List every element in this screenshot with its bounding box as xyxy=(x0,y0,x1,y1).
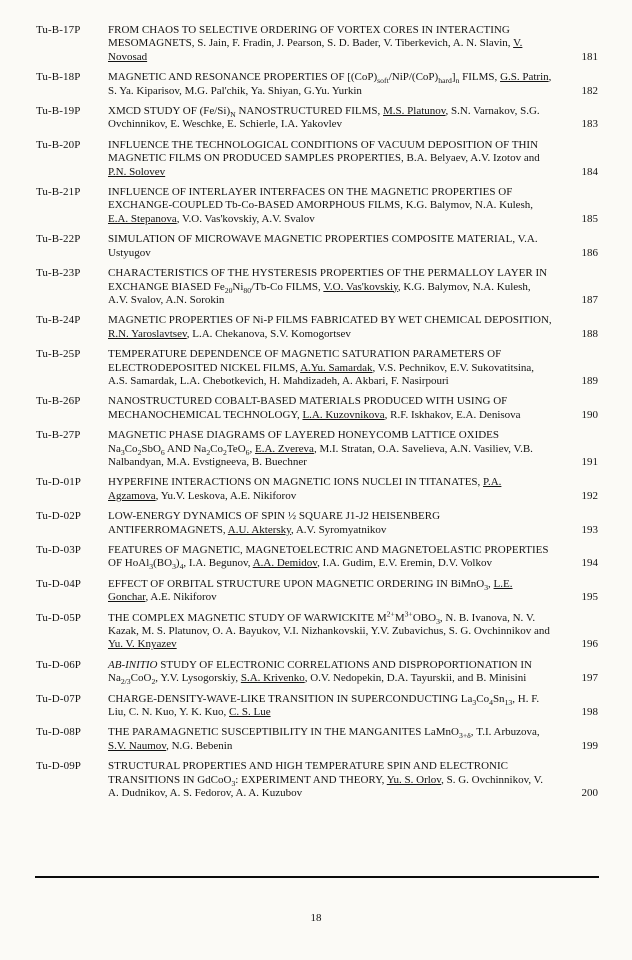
entry-page: 190 xyxy=(581,408,598,421)
entry-page: 188 xyxy=(581,327,598,340)
entry-page: 197 xyxy=(581,672,598,685)
session-code: Tu-B-21P xyxy=(36,186,81,199)
session-code: Tu-B-17P xyxy=(36,24,81,36)
entry-page: 200 xyxy=(581,787,598,800)
session-code: Tu-D-01P xyxy=(36,476,82,489)
entry-page: 198 xyxy=(581,706,598,719)
entry-text: XMCD STUDY OF $(Fe/Si)_N$ NANOSTRUCTURED FILMS, M.S. Platunov, S.N. Varnakov, S.G. Ovchinnikov, E. Weschke, E. Schierle, I.A. Yakovlev xyxy=(108,105,540,131)
table-row xyxy=(36,429,598,469)
table-row xyxy=(36,608,598,652)
table-row xyxy=(36,578,598,605)
entry-page: 195 xyxy=(581,591,598,604)
session-code: Tu-B-23P xyxy=(36,267,81,280)
entry-text: STRUCTURAL PROPERTIES AND HIGH TEMPERATURE SPIN AND ELECTRONIC TRANSITIONS IN GdCoO$_3$: EXPERIMENT AND THEORY, Yu. S. Orlov, S. G. Ovchinnikov, V. A. Dudnikov, A. S. Fedorov, A. A. Kuzubov xyxy=(108,760,543,800)
entry-page: 185 xyxy=(581,212,598,225)
entry-text: CHARACTERISTICS OF THE HYSTERESIS PROPERTIES OF THE PERMALLOY LAYER IN EXCHANGE BIASED $Fe_{20}Ni_{80}/Tb-Co$ FILMS, V.O. Vas'kovskiy, K.G. Balymov, N.A. Kulesh, A.V. Svalov, A.N. Sorokin xyxy=(108,267,548,306)
page-number: 18 xyxy=(310,912,322,924)
entry-page: 199 xyxy=(581,739,598,752)
entry-page: 189 xyxy=(581,374,598,387)
table-row xyxy=(36,314,598,341)
entry-page: 184 xyxy=(581,165,598,178)
entry-text: SIMULATION OF MICROWAVE MAGNETIC PROPERTIES COMPOSITE MATERIAL, V.A. Ustyugov xyxy=(108,233,538,259)
entry-page: 182 xyxy=(581,84,598,97)
table-row xyxy=(36,659,598,686)
entry-page: 192 xyxy=(581,489,598,502)
session-code: Tu-B-26P xyxy=(36,395,81,408)
session-code: Tu-B-18P xyxy=(36,71,81,84)
entry-text: FROM CHAOS TO SELECTIVE ORDERING OF VORTEX CORES IN INTERACTING MESOMAGNETS, S. Jain, F. Fradin, J. Pearson, S. D. Bader, V. Tiberkevich, A. N. Slavin, V. Novosad xyxy=(108,24,523,63)
table-row xyxy=(36,186,598,226)
table-row xyxy=(36,105,598,132)
table-row xyxy=(36,233,598,260)
session-code: Tu-D-05P xyxy=(36,611,82,624)
session-code: Tu-B-24P xyxy=(36,314,81,327)
session-code: Tu-B-27P xyxy=(36,429,81,442)
entry-page: 183 xyxy=(581,118,598,131)
session-code: Tu-B-19P xyxy=(36,105,81,118)
entry-text: LOW-ENERGY DYNAMICS OF SPIN ½ SQUARE J1-J2 HEISENBERG ANTIFERROMAGNETS, A.U. Aktersky, A.V. Syromyatnikov xyxy=(108,510,441,536)
session-code: Tu-D-07P xyxy=(36,692,82,705)
entry-page: 181 xyxy=(581,50,598,63)
entry-text: NANOSTRUCTURED COBALT-BASED MATERIALS PRODUCED WITH USING OF MECHANOCHEMICAL TECHNOLOGY, L.A. Kuzovnikova, R.F. Iskhakov, E.A. Denisova xyxy=(108,395,521,421)
table-row xyxy=(36,760,598,800)
entry-text: CHARGE-DENSITY-WAVE-LIKE TRANSITION IN SUPERCONDUCTING $La_3Co_4Sn_{13}$, H. F. Liu, C. N. Kuo, Y. K. Kuo, C. S. Lue xyxy=(108,692,540,719)
entry-page: 193 xyxy=(581,523,598,536)
entry-page: 187 xyxy=(581,293,598,306)
entry-page: 196 xyxy=(581,638,598,651)
table-row xyxy=(36,476,598,503)
entry-page: 186 xyxy=(581,246,598,259)
table-row xyxy=(36,267,598,307)
footer-divider xyxy=(35,876,599,878)
table-row xyxy=(36,544,598,571)
table-row xyxy=(36,139,598,179)
session-code: Tu-B-25P xyxy=(36,348,81,361)
table-row xyxy=(36,395,598,422)
entry-page: 191 xyxy=(581,455,598,468)
entry-text: EFFECT OF ORBITAL STRUCTURE UPON MAGNETIC ORDERING IN BiMnO$_3$, L.E. Gonchar, A.E. Nikiforov xyxy=(108,577,513,604)
entry-text: MAGNETIC AND RESONANCE PROPERTIES OF $[(CoP)_{soft}/NiP/(CoP)_{hard}]_n$ FILMS, G.S. Patrin, S. Ya. Kiparisov, M.G. Pal'chik, Ya. Shiyan, G.Yu. Yurkin xyxy=(108,71,552,97)
session-code: Tu-D-06P xyxy=(36,658,82,671)
entry-text: MAGNETIC PHASE DIAGRAMS OF LAYERED HONEYCOMB LATTICE OXIDES $Na_3Co_2SbO_6$ AND $Na_2Co_2TeO_6$, E.A. Zvereva, M.I. Stratan, O.A. Savelieva, A.N. Vasiliev, V.B. Nalbandyan, M.A. Evstigneeva, B. Buechner xyxy=(108,429,533,468)
session-code: Tu-D-04P xyxy=(36,577,82,590)
table-row xyxy=(36,693,598,720)
entry-text: THE COMPLEX MAGNETIC STUDY OF WARWICKITE $M^{2+}M^{3+}OBO_3$, N. B. Ivanova, N. V. Kazak, M. S. Platunov, O. A. Bayukov, V.I. Nizhankovskii, Y.V. Zubavichus, S. G. Ovchinnikov and Yu. V. Knyazev xyxy=(108,608,550,651)
entry-text: INFLUENCE THE TECHNOLOGICAL CONDITIONS OF VACUUM DEPOSITION OF THIN MAGNETIC FILMS ON PRODUCED SAMPLES PROPERTIES, B.A. Belyaev, A.V. Izotov and P.N. Solovev xyxy=(108,138,540,178)
table-row xyxy=(36,348,598,388)
entry-text: INFLUENCE OF INTERLAYER INTERFACES ON THE MAGNETIC PROPERTIES OF EXCHANGE-COUPLED Tb-Co-BASED AMORPHOUS FILMS, K.G. Balymov, N.A. Kulesh, E.A. Stepanova, V.O. Vas'kovskiy, A.V. Svalov xyxy=(108,186,534,225)
session-code: Tu-B-20P xyxy=(36,138,81,151)
entry-text: TEMPERATURE DEPENDENCE OF MAGNETIC SATURATION PARAMETERS OF ELECTRODEPOSITED NICKEL FILMS, A.Yu. Samardak, V.S. Pechnikov, E.V. Sukovatitsina, A.S. Samardak, L.A. Chebotkevich, H. Mahdizadeh, A. Akbari, F. Nasirpouri xyxy=(108,348,535,387)
session-code: Tu-D-02P xyxy=(36,510,82,523)
table-row xyxy=(36,24,598,64)
session-code: Tu-D-09P xyxy=(36,760,82,773)
entry-text: FEATURES OF MAGNETIC, MAGNETOELECTRIC AND MAGNETOELASTIC PROPERTIES OF $HoAl_3(BO_3)_4$, I.A. Begunov, A.A. Demidov, I.A. Gudim, E.V. Eremin, D.V. Volkov xyxy=(108,544,549,572)
table-row xyxy=(36,726,598,753)
entry-text: MAGNETIC PROPERTIES OF Ni-P FILMS FABRICATED BY WET CHEMICAL DEPOSITION, R.N. Yaroslavtsev, L.A. Chekanova, S.V. Komogortsev xyxy=(108,314,552,340)
table-row xyxy=(36,71,598,98)
entry-text: THE PARAMAGNETIC SUSCEPTIBILITY IN THE MANGANITES LaMnO$_{3+\delta}$, T.I. Arbuzova, S.V. Naumov, N.G. Bebenin xyxy=(108,726,540,752)
session-code: Tu-D-03P xyxy=(36,544,82,556)
table-row xyxy=(36,510,598,537)
entry-page: 194 xyxy=(581,557,598,570)
entry-text: AB-INITIO STUDY OF ELECTRONIC CORRELATIONS AND DISPROPORTIONATION IN $Na_{2/3}CoO_2$, Y.V. Lysogorskiy, S.A. Krivenko, O.V. Nedopekin, D.A. Tayurskii, and B. Minisini xyxy=(108,658,532,687)
session-code: Tu-D-08P xyxy=(36,726,82,739)
entry-text: HYPERFINE INTERACTIONS ON MAGNETIC IONS NUCLEI IN TITANATES, P.A. Agzamova, Yu.V. Leskova, A.E. Nikiforov xyxy=(108,476,502,502)
session-code: Tu-B-22P xyxy=(36,233,81,246)
